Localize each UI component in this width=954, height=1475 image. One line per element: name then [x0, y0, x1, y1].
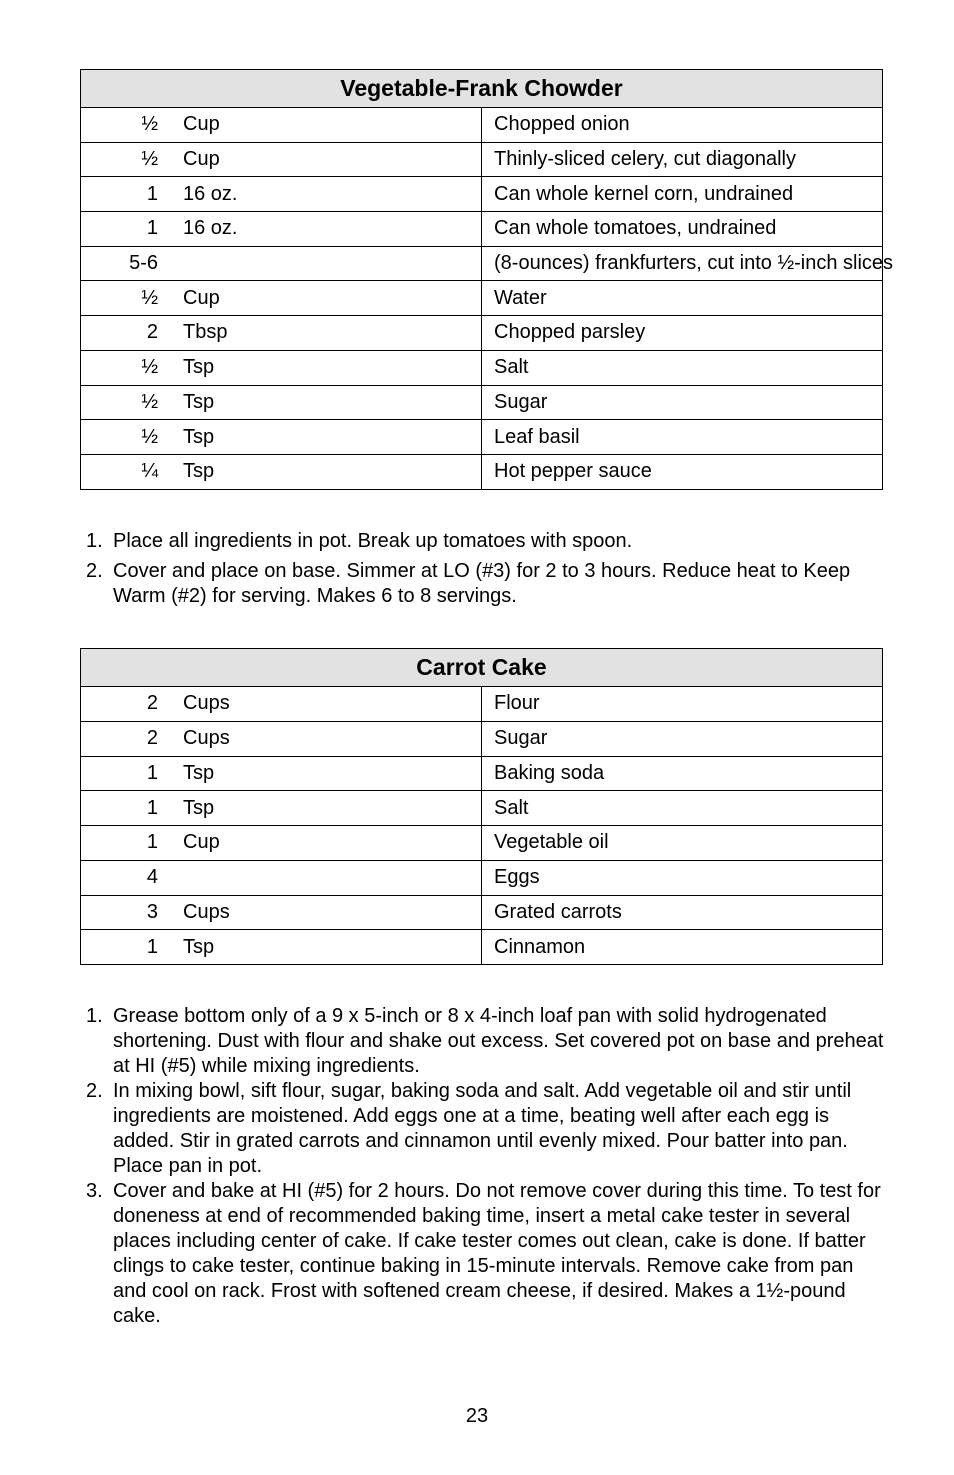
unit: Cups	[183, 692, 230, 715]
unit: Cups	[183, 727, 230, 750]
ingredient-name: Flour	[482, 687, 883, 722]
ingredient-name: Hot pepper sauce	[482, 454, 883, 489]
quantity: ½	[141, 425, 158, 448]
quantity: ¼	[141, 460, 158, 483]
quantity: 5-6	[129, 252, 158, 275]
table-row	[81, 454, 883, 489]
step-text: Place all ingredients in pot. Break up tomatoes with spoon.	[113, 530, 633, 552]
ingredient-name: Chopped onion	[482, 108, 883, 143]
quantity: 2	[146, 727, 158, 750]
ingredient-name: Baking soda	[482, 756, 883, 791]
table-row	[81, 895, 883, 930]
ingredient-name: (8-ounces) frankfurters, cut into ½-inch slices	[482, 246, 883, 281]
ingredient-name: Cinnamon	[482, 930, 883, 965]
unit: Tsp	[183, 935, 215, 958]
unit: 16 oz.	[183, 217, 238, 240]
quantity: 1	[146, 831, 158, 854]
step-text: In mixing bowl, sift flour, sugar, baking soda and salt. Add vegetable oil and stir until ingredients are moistened. Add eggs one at a time, beating well after each egg is added. Stir in grated carrots and cinnamon until evenly mixed. Pour batter into pan. Place pan in pot.	[113, 1080, 852, 1177]
table-row	[81, 860, 883, 895]
unit: Tsp	[183, 796, 215, 819]
step-number: 1.	[86, 1005, 103, 1027]
table-row	[81, 212, 883, 247]
ingredient-name: Eggs	[482, 860, 883, 895]
directions-list-carrot-cake	[80, 1004, 890, 1329]
unit: Cups	[183, 900, 230, 923]
unit: Tsp	[183, 390, 215, 413]
table-row	[81, 350, 883, 385]
unit: Tsp	[183, 425, 215, 448]
list-item	[80, 559, 890, 609]
table-row	[81, 177, 883, 212]
page-number: 23	[465, 1405, 489, 1427]
recipe-title: Vegetable-Frank Chowder	[81, 70, 883, 108]
unit: Cup	[183, 148, 220, 171]
ingredient-name: Sugar	[482, 721, 883, 756]
ingredient-name: Salt	[482, 350, 883, 385]
quantity: 1	[146, 217, 158, 240]
ingredient-name: Salt	[482, 791, 883, 826]
unit: Tsp	[183, 356, 215, 379]
list-item	[80, 1079, 890, 1179]
table-row	[81, 108, 883, 143]
list-item	[80, 1179, 890, 1329]
quantity: 1	[146, 796, 158, 819]
step-number: 1.	[86, 530, 103, 552]
step-number: 3.	[86, 1180, 103, 1202]
quantity: ½	[141, 356, 158, 379]
unit: Tsp	[183, 761, 215, 784]
table-row	[81, 420, 883, 455]
quantity: 2	[146, 692, 158, 715]
table-row	[81, 281, 883, 316]
table-row	[81, 316, 883, 351]
unit: Tsp	[183, 460, 215, 483]
step-text: Grease bottom only of a 9 x 5-inch or 8 x 4-inch loaf pan with solid hydrogenated shortening. Dust with flour and shake out excess. Set covered pot on base and preheat at HI (#5) while mixing ingredients.	[113, 1005, 884, 1077]
table-row	[81, 791, 883, 826]
table-row	[81, 246, 883, 281]
ingredients-table-chowder	[80, 69, 894, 490]
ingredient-name: Sugar	[482, 385, 883, 420]
quantity: ½	[141, 113, 158, 136]
ingredient-name: Grated carrots	[482, 895, 883, 930]
ingredient-name: Water	[482, 281, 883, 316]
table-row	[81, 142, 883, 177]
list-item	[80, 1004, 890, 1079]
unit: Cup	[183, 831, 220, 854]
unit: Cup	[183, 286, 220, 309]
quantity: ½	[141, 390, 158, 413]
quantity: 2	[146, 321, 158, 344]
ingredients-table-carrot-cake	[80, 648, 883, 965]
ingredient-name: Can whole kernel corn, undrained	[482, 177, 883, 212]
ingredient-name: Thinly-sliced celery, cut diagonally	[482, 142, 883, 177]
unit: 16 oz.	[183, 182, 238, 205]
table-row	[81, 930, 883, 965]
table-row	[81, 756, 883, 791]
unit: Cup	[183, 113, 220, 136]
quantity: 3	[146, 900, 158, 923]
list-item	[80, 529, 890, 554]
ingredient-name: Vegetable oil	[482, 826, 883, 861]
recipe-title: Carrot Cake	[81, 649, 883, 687]
quantity: ½	[141, 286, 158, 309]
table-row	[81, 385, 883, 420]
ingredient-name: Chopped parsley	[482, 316, 883, 351]
quantity: 1	[146, 935, 158, 958]
table-row	[81, 721, 883, 756]
ingredient-name: Leaf basil	[482, 420, 883, 455]
quantity: 1	[146, 182, 158, 205]
step-text: Cover and place on base. Simmer at LO (#3) for 2 to 3 hours. Reduce heat to Keep Warm (#2) for serving. Makes 6 to 8 servings.	[113, 560, 851, 607]
quantity: ½	[141, 148, 158, 171]
step-number: 2.	[86, 560, 103, 582]
quantity: 1	[146, 761, 158, 784]
ingredient-name: Can whole tomatoes, undrained	[482, 212, 883, 247]
directions-list-chowder	[80, 529, 890, 609]
quantity: 4	[146, 866, 158, 889]
unit: Tbsp	[183, 321, 228, 344]
table-row	[81, 687, 883, 722]
step-number: 2.	[86, 1080, 103, 1102]
step-text: Cover and bake at HI (#5) for 2 hours. Do not remove cover during this time. To test for doneness at end of recommended baking time, insert a metal cake tester in several places including center of cake. If cake tester comes out clean, cake is done. If batter clings to cake tester, continue baking in 15-minute intervals. Remove cake from pan and cool on rack. Frost with softened cream cheese, if desired. Makes a 1½-pound cake.	[113, 1180, 881, 1327]
table-row	[81, 826, 883, 861]
